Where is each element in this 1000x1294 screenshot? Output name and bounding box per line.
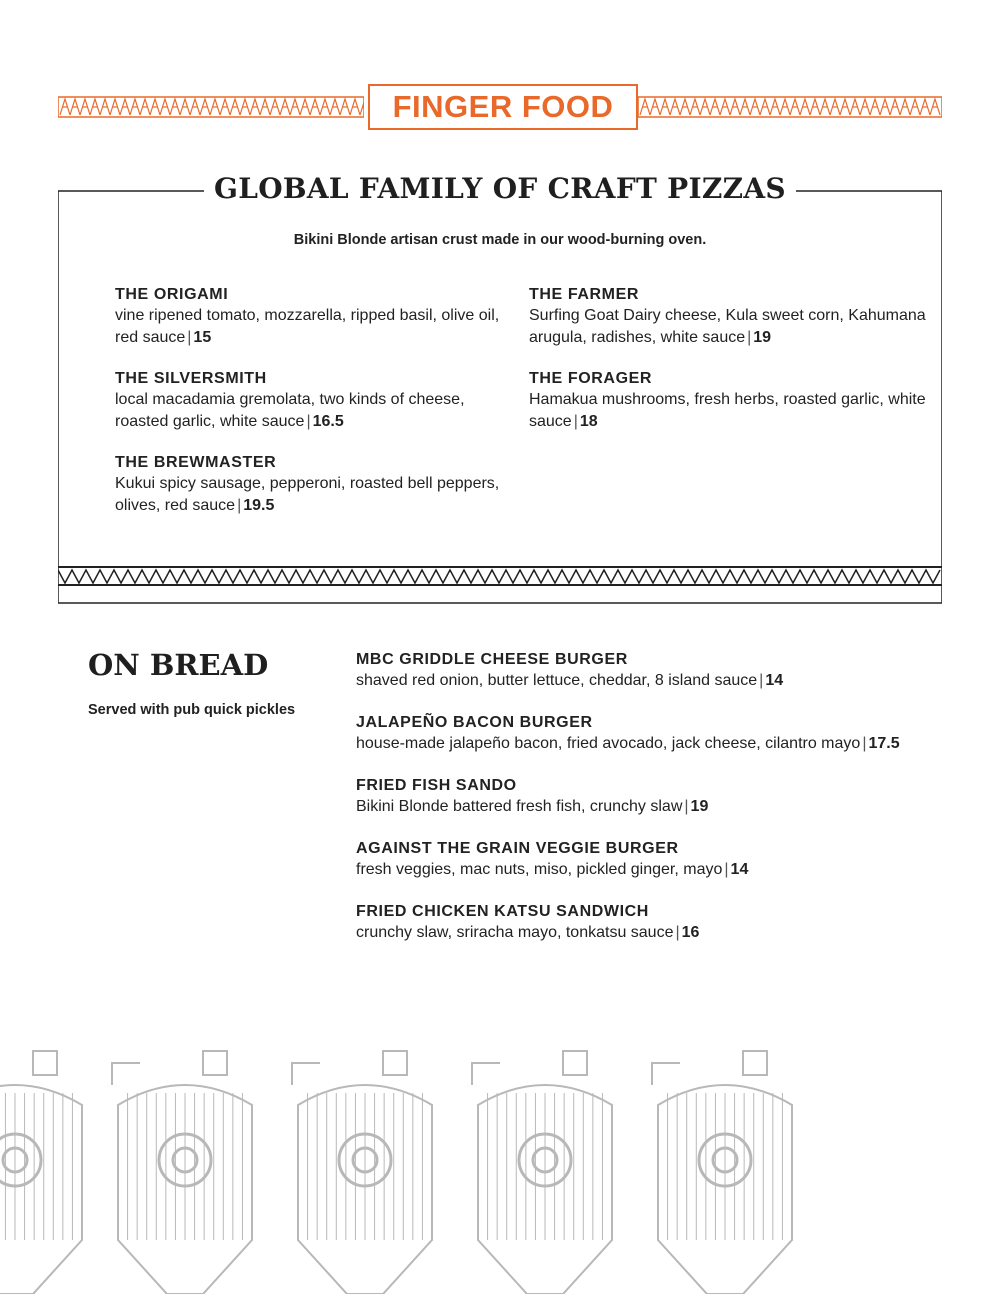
- bread-menu-list: [356, 650, 956, 965]
- pizza-section-subtitle: Bikini Blonde artisan crust made in our wood-burning oven.: [293, 232, 707, 248]
- item-price: 16: [681, 924, 700, 941]
- menu-item: FRIED CHICKEN KATSU SANDWICH crunchy slaw, sriracha mayo, tonkatsu sauce | 16: [356, 902, 956, 944]
- item-description: Surfing Goat Dairy cheese, Kula sweet corn, Kahumana arugula, radishes, white sauce: [529, 307, 926, 346]
- item-name: THE FARMER: [529, 286, 639, 303]
- item-price: 16.5: [312, 413, 344, 430]
- item-price: 19: [690, 798, 709, 815]
- bread-section-subtitle: Served with pub quick pickles: [88, 702, 296, 718]
- brew-tank-illustration-icon: [0, 1045, 1000, 1294]
- item-description: fresh veggies, mac nuts, miso, pickled ginger, mayo: [356, 861, 723, 878]
- item-description: Bikini Blonde battered fresh fish, crunchy slaw: [356, 798, 683, 815]
- tribal-pattern-right-icon: [638, 96, 942, 118]
- item-description: crunchy slaw, sriracha mayo, tonkatsu sauce: [356, 924, 674, 941]
- section-title: FINGER FOOD: [368, 84, 638, 130]
- item-name: THE SILVERSMITH: [115, 370, 267, 387]
- menu-item: AGAINST THE GRAIN VEGGIE BURGER fresh veggies, mac nuts, miso, pickled ginger, mayo | 14: [356, 839, 956, 881]
- item-name: MBC GRIDDLE CHEESE BURGER: [356, 651, 628, 668]
- item-price: 14: [730, 861, 749, 878]
- item-description: house-made jalapeño bacon, fried avocado, jack cheese, cilantro mayo: [356, 735, 861, 752]
- item-name: AGAINST THE GRAIN VEGGIE BURGER: [356, 840, 679, 857]
- item-description: shaved red onion, butter lettuce, cheddar, 8 island sauce: [356, 672, 758, 689]
- item-name: FRIED FISH SANDO: [356, 777, 517, 794]
- item-name: THE FORAGER: [529, 370, 653, 387]
- item-name: JALAPEÑO BACON BURGER: [356, 714, 593, 731]
- menu-item: THE ORIGAMI vine ripened tomato, mozzarella, ripped basil, olive oil, red sauce | 15: [115, 285, 515, 349]
- bread-section-title: ON BREAD: [88, 648, 269, 682]
- item-name: THE BREWMASTER: [115, 454, 277, 471]
- item-price: 18: [579, 413, 598, 430]
- item-price: 14: [765, 672, 784, 689]
- zigzag-divider-icon: [58, 566, 942, 586]
- item-price: 19: [753, 329, 772, 346]
- item-price: 15: [193, 329, 212, 346]
- section-banner: [58, 84, 942, 130]
- item-description: vine ripened tomato, mozzarella, ripped basil, olive oil, red sauce: [115, 307, 500, 346]
- menu-item: THE BREWMASTER Kukui spicy sausage, pepperoni, roasted bell peppers, olives, red sauce | 19.5: [115, 453, 515, 517]
- item-description: Hamakua mushrooms, fresh herbs, roasted garlic, white sauce: [529, 391, 926, 430]
- menu-item: THE SILVERSMITH local macadamia gremolata, two kinds of cheese, roasted garlic, white sauce | 16.5: [115, 369, 515, 433]
- menu-item: THE FARMER Surfing Goat Dairy cheese, Kula sweet corn, Kahumana arugula, radishes, white sauce | 19: [529, 285, 929, 349]
- pizza-section: [58, 172, 942, 604]
- menu-item: MBC GRIDDLE CHEESE BURGER shaved red onion, butter lettuce, cheddar, 8 island sauce | 14: [356, 650, 956, 692]
- menu-item: FRIED FISH SANDO Bikini Blonde battered fresh fish, crunchy slaw | 19: [356, 776, 956, 818]
- tribal-pattern-left-icon: [58, 96, 364, 118]
- menu-item: JALAPEÑO BACON BURGER house-made jalapeño bacon, fried avocado, jack cheese, cilantro mayo | 17.5: [356, 713, 956, 755]
- item-price: 17.5: [868, 735, 900, 752]
- item-name: FRIED CHICKEN KATSU SANDWICH: [356, 903, 649, 920]
- pizza-section-title: GLOBAL FAMILY OF CRAFT PIZZAS: [204, 172, 796, 205]
- item-description: Kukui spicy sausage, pepperoni, roasted bell peppers, olives, red sauce: [115, 475, 500, 514]
- item-price: 19.5: [243, 497, 275, 514]
- pizza-column-left: [115, 285, 515, 537]
- menu-item: THE FORAGER Hamakua mushrooms, fresh herbs, roasted garlic, white sauce | 18: [529, 369, 929, 433]
- item-description: local macadamia gremolata, two kinds of cheese, roasted garlic, white sauce: [115, 391, 465, 430]
- item-name: THE ORIGAMI: [115, 286, 229, 303]
- pizza-column-right: [529, 285, 929, 453]
